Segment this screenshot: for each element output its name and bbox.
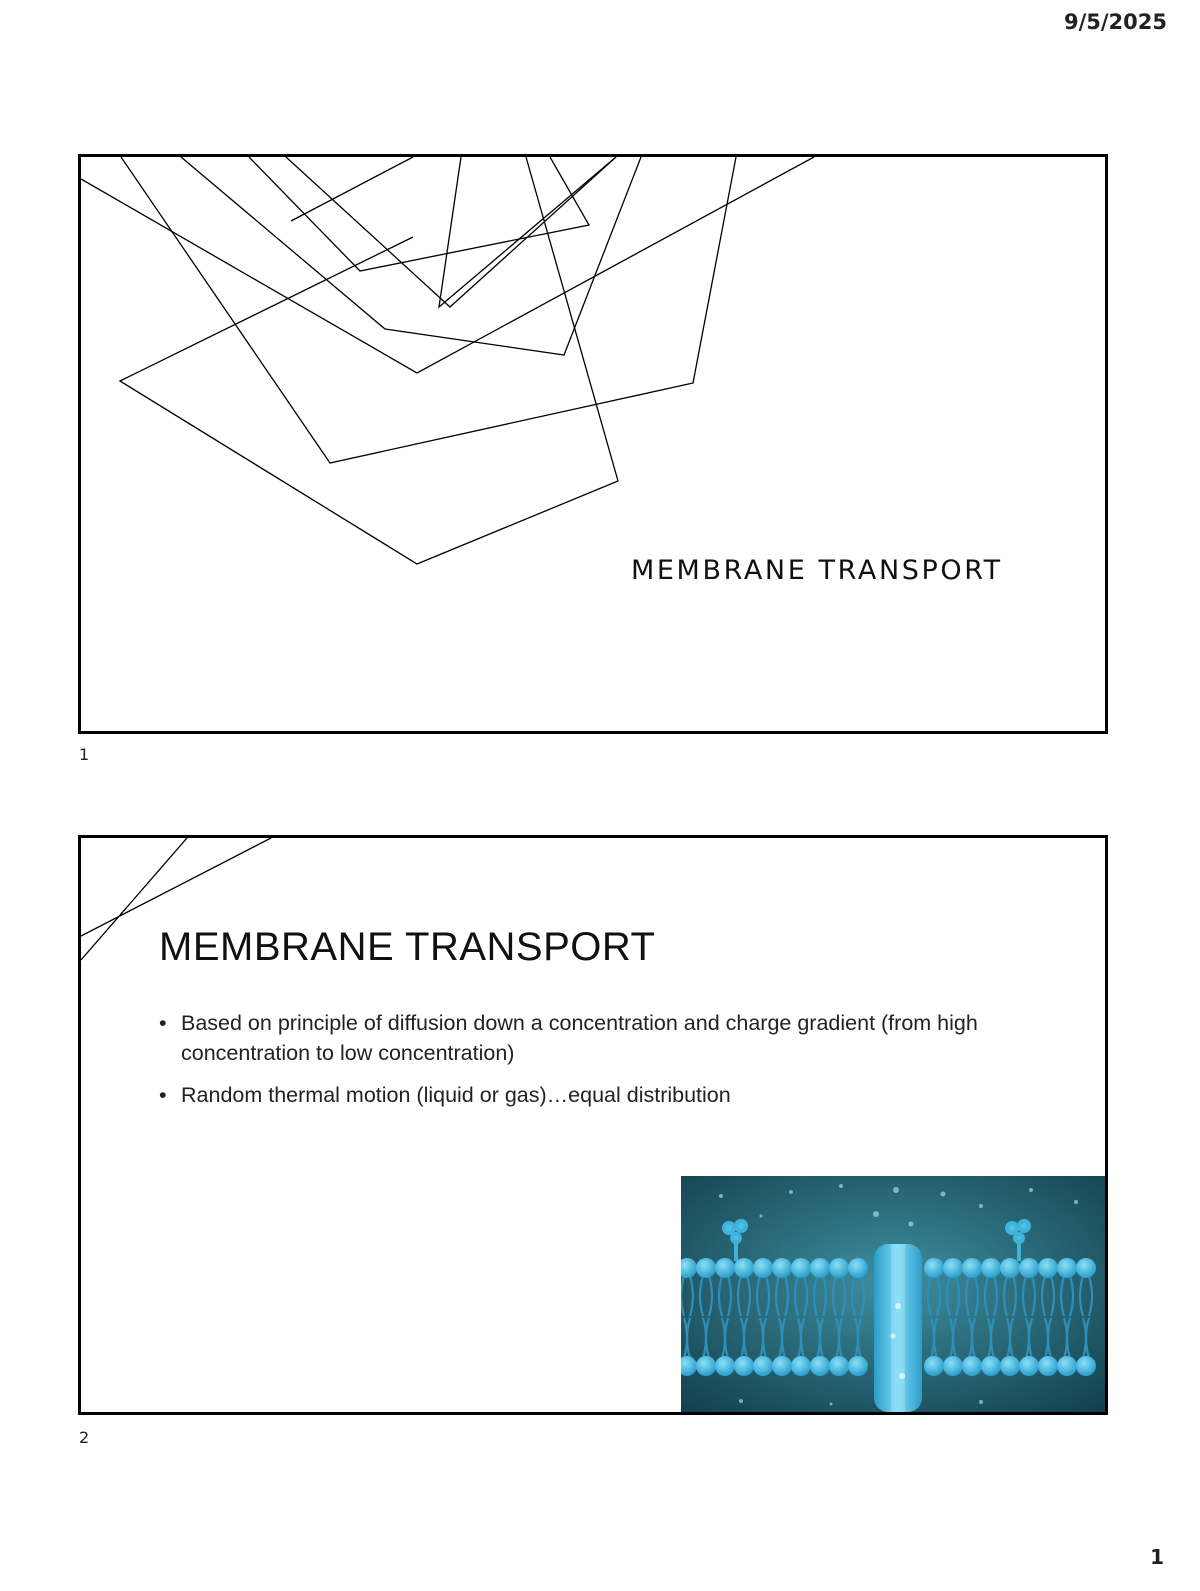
- lipid-head: [810, 1356, 830, 1376]
- lipid-head: [734, 1356, 754, 1376]
- lipid-head: [772, 1356, 792, 1376]
- lipid-head: [848, 1356, 868, 1376]
- page-date: 9/5/2025: [1063, 10, 1167, 34]
- slide-number: 2: [79, 1428, 90, 1447]
- lipid-head: [753, 1258, 773, 1278]
- lipid-head: [848, 1258, 868, 1278]
- lipid-head: [791, 1356, 811, 1376]
- lipid-head: [962, 1258, 982, 1278]
- bullet-text: Random thermal motion (liquid or gas)…equal distribution: [181, 1083, 731, 1107]
- lipid-head: [1057, 1356, 1077, 1376]
- lipid-head: [981, 1356, 1001, 1376]
- slide-2: [78, 835, 1108, 1415]
- slide-title: MEMBRANE TRANSPORT: [631, 555, 1003, 586]
- bullet-icon: •: [159, 1011, 167, 1035]
- slide-1: [78, 154, 1108, 734]
- decorative-lines-graphic: [81, 157, 1105, 731]
- lipid-head: [715, 1258, 735, 1278]
- lipid-head: [772, 1258, 792, 1278]
- lipid-head: [753, 1356, 773, 1376]
- lipid-head: [791, 1258, 811, 1278]
- lipid-head: [943, 1258, 963, 1278]
- lipid-head: [829, 1258, 849, 1278]
- lipid-head: [715, 1356, 735, 1376]
- lipid-head: [924, 1356, 944, 1376]
- slide-title: MEMBRANE TRANSPORT: [159, 925, 656, 969]
- bullet-item: [159, 1080, 979, 1110]
- lipid-head: [829, 1356, 849, 1376]
- lipid-head: [696, 1356, 716, 1376]
- bullet-text: Based on principle of diffusion down a concentration and charge gradient (from high concentration to low concentration): [181, 1011, 978, 1065]
- lipid-head: [981, 1258, 1001, 1278]
- lipid-head: [962, 1356, 982, 1376]
- lipid-head: [696, 1258, 716, 1278]
- lipid-head: [810, 1258, 830, 1278]
- lipid-head: [943, 1356, 963, 1376]
- lipid-head: [734, 1258, 754, 1278]
- cell-membrane-illustration: [681, 1176, 1105, 1412]
- lipid-head: [1076, 1258, 1096, 1278]
- lipid-head: [1000, 1356, 1020, 1376]
- slide-number: 1: [79, 745, 90, 764]
- lipid-head: [924, 1258, 944, 1278]
- lipid-head: [1057, 1258, 1077, 1278]
- lipid-head: [1019, 1258, 1039, 1278]
- bullet-item: [159, 1008, 979, 1068]
- lipid-head: [1038, 1258, 1058, 1278]
- bullet-list: [159, 1008, 979, 1122]
- lipid-head: [1000, 1258, 1020, 1278]
- bullet-icon: •: [159, 1083, 167, 1107]
- page-number: 1: [1150, 1545, 1164, 1569]
- lipid-head: [1076, 1356, 1096, 1376]
- lipid-head: [1019, 1356, 1039, 1376]
- lipid-head: [1038, 1356, 1058, 1376]
